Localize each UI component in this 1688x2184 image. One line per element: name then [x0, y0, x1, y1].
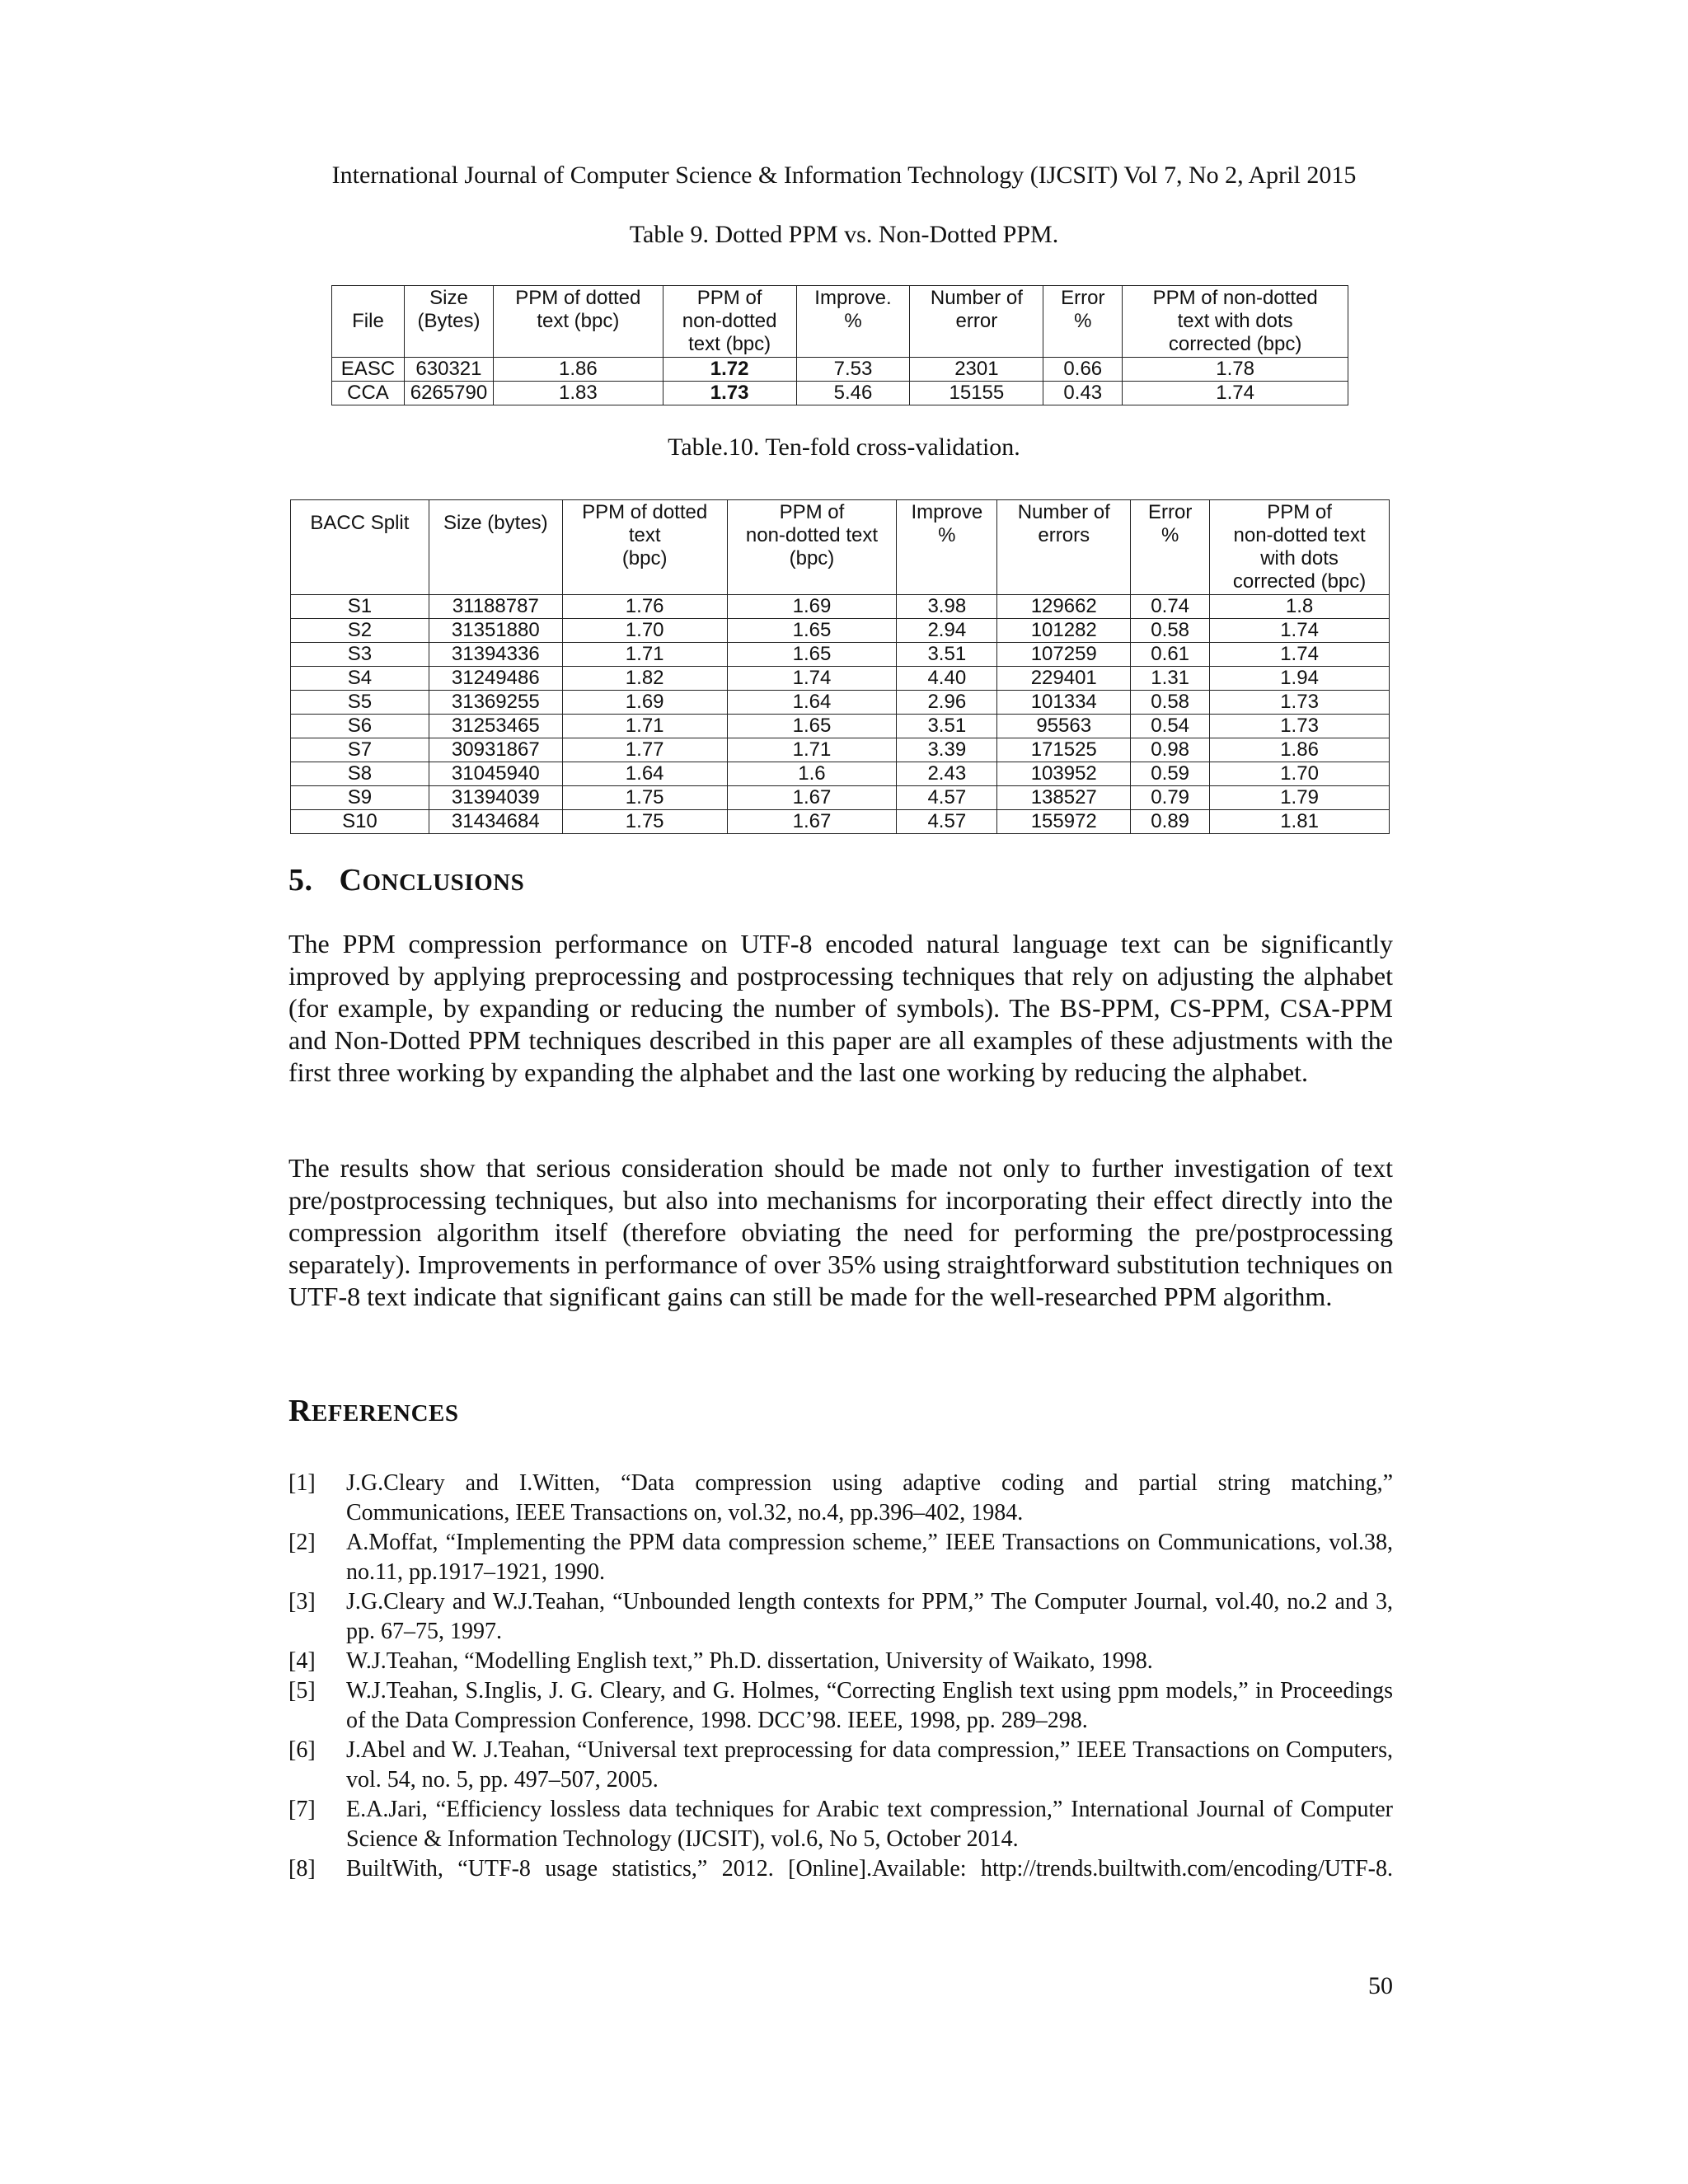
table10-cell: 31045940 — [429, 762, 562, 786]
table10-cell: S7 — [291, 738, 429, 762]
table10-cell: 0.74 — [1131, 595, 1210, 619]
reference-number: [1] — [288, 1470, 316, 1496]
table10-cell: 1.69 — [727, 595, 897, 619]
table9-header-errors: Number of error — [910, 286, 1043, 358]
table10-cell: 31394336 — [429, 643, 562, 667]
table10-cell: 1.74 — [1210, 619, 1390, 643]
references-heading — [288, 1393, 459, 1429]
list-item — [288, 1736, 1393, 1795]
table10-cell: 1.77 — [562, 738, 727, 762]
table10-cell: 1.94 — [1210, 667, 1390, 691]
table-row — [291, 738, 1390, 762]
reference-number: [7] — [288, 1797, 316, 1822]
table10-cell: 103952 — [997, 762, 1131, 786]
table10-header-size: Size (bytes) — [429, 500, 562, 595]
table10-caption: Table.10. Ten-fold cross-validation. — [668, 434, 1020, 461]
table10-header-ppm-corrected: PPM of non-dotted text with dots corrected (bpc) — [1210, 500, 1390, 595]
table10-cell: 1.65 — [727, 619, 897, 643]
table10-cell: 3.51 — [897, 643, 997, 667]
table9-header-file: File — [332, 286, 405, 358]
table10-header-improve: Improve % — [897, 500, 997, 595]
table10-header-row — [291, 500, 1390, 595]
table10-cell: 3.39 — [897, 738, 997, 762]
reference-text: J.G.Cleary and I.Witten, “Data compression using adaptive coding and partial string matching,” Communications, IEEE Transactions on, vol.32, no.4, pp.396–402, 1984. — [346, 1470, 1393, 1526]
table10-cell: S1 — [291, 595, 429, 619]
table-row — [291, 691, 1390, 715]
table10-cell: 155972 — [997, 810, 1131, 834]
table10-cell: 0.59 — [1131, 762, 1210, 786]
reference-number: [3] — [288, 1589, 316, 1615]
table10-cell: 1.75 — [562, 786, 727, 810]
table9-cell: 6265790 — [404, 382, 493, 405]
table9-header-ppm-dotted: PPM of dotted text (bpc) — [493, 286, 663, 358]
table10-cell: 1.67 — [727, 810, 897, 834]
references-title-rest: EFERENCES — [311, 1400, 459, 1427]
reference-text: W.J.Teahan, “Modelling English text,” Ph.D. dissertation, University of Waikato, 1998. — [346, 1648, 1153, 1674]
table10-cell: 1.31 — [1131, 667, 1210, 691]
table10-cell: 1.70 — [562, 619, 727, 643]
list-item — [288, 1795, 1393, 1854]
table-row — [291, 786, 1390, 810]
table-row — [291, 595, 1390, 619]
table10-cell: 2.43 — [897, 762, 997, 786]
table10-cell: 3.98 — [897, 595, 997, 619]
table10-cell: 101282 — [997, 619, 1131, 643]
table-row — [291, 810, 1390, 834]
table10-cell: 2.96 — [897, 691, 997, 715]
table10-cell: 1.8 — [1210, 595, 1390, 619]
table10-cell: 3.51 — [897, 715, 997, 738]
table10-cell: S5 — [291, 691, 429, 715]
table10-cell: 1.64 — [727, 691, 897, 715]
table10-cell: S6 — [291, 715, 429, 738]
table9-cell: 1.74 — [1123, 382, 1348, 405]
table9-cell: 1.78 — [1123, 358, 1348, 382]
reference-text: BuiltWith, “UTF-8 usage statistics,” 2012. [Online].Available: http://trends.builtwith.com/encoding/UTF-8. — [346, 1856, 1393, 1882]
table9-cell: EASC — [332, 358, 405, 382]
table9-cell: 1.72 — [663, 358, 796, 382]
table10-cell: S9 — [291, 786, 429, 810]
table10-cell: 1.71 — [727, 738, 897, 762]
conclusions-paragraph-2: The results show that serious consideration should be made not only to further investigation of text pre/postprocessing techniques, but also into mechanisms for incorporating their effect directly into the compression algorithm itself (therefore obviating the need for performing the pre/postprocessing separately). Improvements in performance of over 35% using straightforward substitution techniques on UTF-8 text indicate that significant gains can still be made for the well-researched PPM algorithm. — [288, 1153, 1393, 1311]
table10 — [290, 499, 1390, 834]
table-row — [291, 762, 1390, 786]
table10-cell: 31394039 — [429, 786, 562, 810]
table10-cell: 0.89 — [1131, 810, 1210, 834]
table9-cell: 1.73 — [663, 382, 796, 405]
table10-cell: 1.6 — [727, 762, 897, 786]
table10-cell: 95563 — [997, 715, 1131, 738]
table10-cell: S10 — [291, 810, 429, 834]
table10-cell: 1.65 — [727, 643, 897, 667]
conclusions-number: 5. — [288, 863, 313, 898]
conclusions-title-rest: ONCLUSIONS — [362, 869, 525, 896]
table9-cell: 0.43 — [1043, 382, 1123, 405]
list-item — [288, 1469, 1393, 1528]
table10-cell: 0.58 — [1131, 691, 1210, 715]
table10-cell: 1.70 — [1210, 762, 1390, 786]
table10-cell: 1.76 — [562, 595, 727, 619]
table10-cell: 31188787 — [429, 595, 562, 619]
table10-cell: 2.94 — [897, 619, 997, 643]
table10-cell: S2 — [291, 619, 429, 643]
reference-text: E.A.Jari, “Efficiency lossless data techniques for Arabic text compression,” International Journal of Computer Science & Information Technology (IJCSIT), vol.6, No 5, October 2014. — [346, 1797, 1393, 1852]
table10-cell: 107259 — [997, 643, 1131, 667]
references-list — [288, 1469, 1393, 1884]
conclusions-title-initial: C — [339, 863, 363, 898]
reference-number: [2] — [288, 1530, 316, 1555]
table10-cell: 1.86 — [1210, 738, 1390, 762]
table10-cell: 1.73 — [1210, 691, 1390, 715]
table9-header-size: Size (Bytes) — [404, 286, 493, 358]
table10-cell: 129662 — [997, 595, 1131, 619]
table10-cell: 31434684 — [429, 810, 562, 834]
table-row — [291, 715, 1390, 738]
running-header: International Journal of Computer Science & Information Technology (IJCSIT) Vol 7, No 2, April 2015 — [331, 162, 1357, 189]
conclusions-paragraph-1: The PPM compression performance on UTF-8 encoded natural language text can be significantly improved by applying preprocessing and postprocessing techniques that rely on adjusting the alphabet (for example, by expanding or reducing the number of symbols). The BS-PPM, CS-PPM, CSA-PPM and Non-Dotted PPM techniques described in this paper are all examples of these adjustments with the first three working by expanding the alphabet and the last one working by reducing the alphabet. — [288, 929, 1393, 1087]
conclusions-heading — [288, 862, 524, 898]
table10-cell: 4.40 — [897, 667, 997, 691]
table10-cell: 171525 — [997, 738, 1131, 762]
list-item — [288, 1854, 1393, 1884]
table10-cell: 1.67 — [727, 786, 897, 810]
list-item — [288, 1528, 1393, 1587]
table10-cell: 229401 — [997, 667, 1131, 691]
table10-cell: S3 — [291, 643, 429, 667]
table10-header-ppm-nondotted: PPM of non-dotted text (bpc) — [727, 500, 897, 595]
table10-cell: 101334 — [997, 691, 1131, 715]
table10-cell: S8 — [291, 762, 429, 786]
table9-cell: 7.53 — [796, 358, 910, 382]
table10-cell: 0.79 — [1131, 786, 1210, 810]
reference-text: J.G.Cleary and W.J.Teahan, “Unbounded length contexts for PPM,” The Computer Journal, vol.40, no.2 and 3, pp. 67–75, 1997. — [346, 1589, 1393, 1644]
table10-header-split: BACC Split — [291, 500, 429, 595]
reference-text: W.J.Teahan, S.Inglis, J. G. Cleary, and G. Holmes, “Correcting English text using ppm models,” in Proceedings of the Data Compression Conference, 1998. DCC’98. IEEE, 1998, pp. 289–298. — [346, 1678, 1393, 1733]
page-number: 50 — [1368, 1972, 1393, 1999]
table10-cell: 31351880 — [429, 619, 562, 643]
table10-cell: 0.61 — [1131, 643, 1210, 667]
table10-cell: 1.73 — [1210, 715, 1390, 738]
table10-cell: 1.74 — [1210, 643, 1390, 667]
table9-cell: 2301 — [910, 358, 1043, 382]
table10-cell: 31253465 — [429, 715, 562, 738]
table10-cell: 1.81 — [1210, 810, 1390, 834]
table10-header-errors: Number of errors — [997, 500, 1131, 595]
table-row — [332, 358, 1348, 382]
table9-cell: 0.66 — [1043, 358, 1123, 382]
table9-cell: 1.83 — [493, 382, 663, 405]
reference-text: J.Abel and W. J.Teahan, “Universal text preprocessing for data compression,” IEEE Transactions on Computers, vol. 54, no. 5, pp. 497–507, 2005. — [346, 1737, 1393, 1793]
list-item — [288, 1647, 1393, 1676]
table10-cell: 1.79 — [1210, 786, 1390, 810]
table10-cell: 31369255 — [429, 691, 562, 715]
references-title-initial: R — [288, 1394, 312, 1428]
table9-caption: Table 9. Dotted PPM vs. Non-Dotted PPM. — [629, 221, 1059, 248]
table9-header-ppm-corrected: PPM of non-dotted text with dots corrected (bpc) — [1123, 286, 1348, 358]
table9-cell: 1.86 — [493, 358, 663, 382]
table9-header-improve: Improve. % — [796, 286, 910, 358]
table10-cell: 31249486 — [429, 667, 562, 691]
table10-cell: 1.82 — [562, 667, 727, 691]
table10-cell: 1.75 — [562, 810, 727, 834]
table10-header-error-pct: Error % — [1131, 500, 1210, 595]
table10-cell: 1.64 — [562, 762, 727, 786]
table9-header-row — [332, 286, 1348, 358]
table10-cell: 0.98 — [1131, 738, 1210, 762]
list-item — [288, 1587, 1393, 1647]
table10-header-ppm-dotted: PPM of dotted text (bpc) — [562, 500, 727, 595]
table9-cell: 630321 — [404, 358, 493, 382]
table-row — [291, 667, 1390, 691]
table9-header-ppm-nondotted: PPM of non-dotted text (bpc) — [663, 286, 796, 358]
table10-cell: 1.71 — [562, 643, 727, 667]
table9-header-error-pct: Error % — [1043, 286, 1123, 358]
table10-cell: 0.54 — [1131, 715, 1210, 738]
reference-number: [8] — [288, 1856, 316, 1882]
table9-cell: 5.46 — [796, 382, 910, 405]
table-row — [291, 643, 1390, 667]
reference-number: [4] — [288, 1648, 316, 1674]
table10-cell: S4 — [291, 667, 429, 691]
list-item — [288, 1676, 1393, 1736]
reference-number: [5] — [288, 1678, 316, 1704]
table9-cell: CCA — [332, 382, 405, 405]
table10-cell: 1.69 — [562, 691, 727, 715]
table-row — [332, 382, 1348, 405]
table10-cell: 30931867 — [429, 738, 562, 762]
table10-cell: 4.57 — [897, 810, 997, 834]
table9 — [331, 285, 1348, 405]
table10-cell: 138527 — [997, 786, 1131, 810]
table10-cell: 1.71 — [562, 715, 727, 738]
table10-cell: 1.65 — [727, 715, 897, 738]
reference-text: A.Moffat, “Implementing the PPM data compression scheme,” IEEE Transactions on Communications, vol.38, no.11, pp.1917–1921, 1990. — [346, 1530, 1393, 1585]
table10-cell: 0.58 — [1131, 619, 1210, 643]
table9-cell: 15155 — [910, 382, 1043, 405]
table10-cell: 4.57 — [897, 786, 997, 810]
table-row — [291, 619, 1390, 643]
table10-cell: 1.74 — [727, 667, 897, 691]
reference-number: [6] — [288, 1737, 316, 1763]
